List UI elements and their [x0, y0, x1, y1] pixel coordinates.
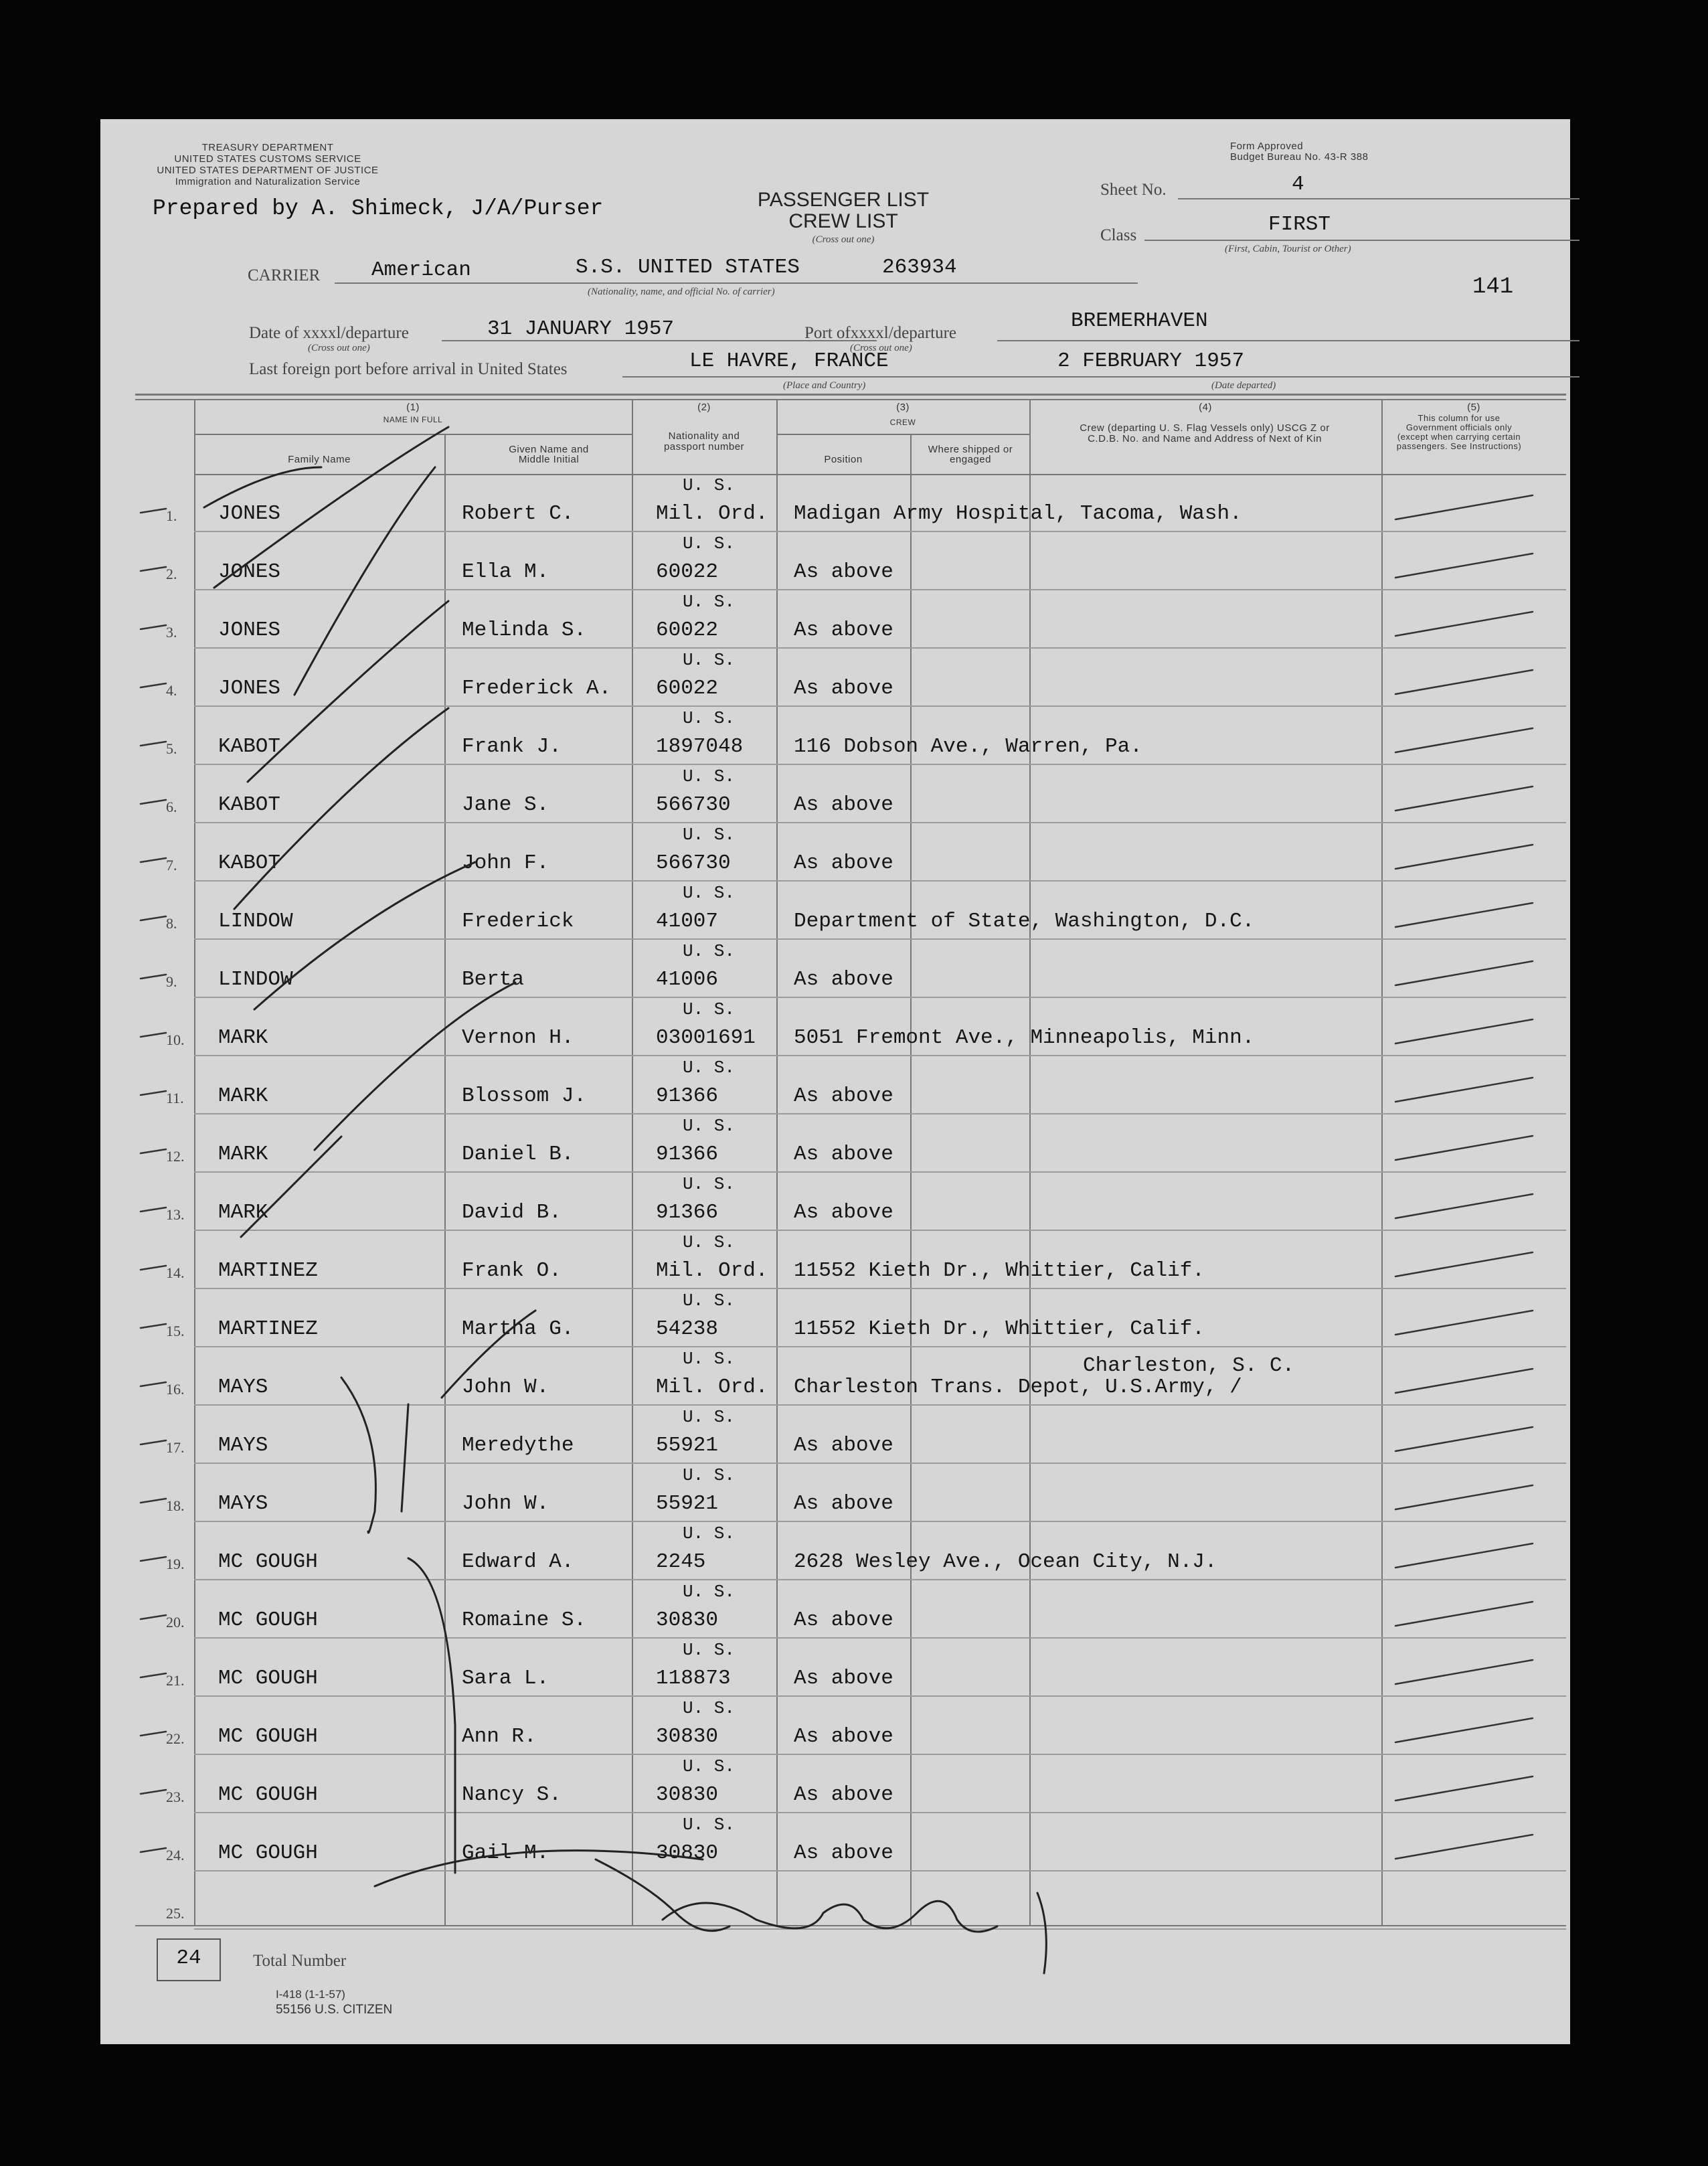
row-number: 22.	[166, 1730, 185, 1747]
col2-title: Nationality and passport number	[663, 430, 745, 452]
given-name: Jane S.	[462, 793, 549, 817]
next-of-kin-address: 5051 Fremont Ave., Minneapolis, Minn.	[794, 1026, 1255, 1050]
next-of-kin-address: 116 Dobson Ave., Warren, Pa.	[794, 735, 1142, 758]
family-name: LINDOW	[218, 910, 293, 933]
given-name: Frederick	[462, 910, 574, 933]
given-name: Daniel B.	[462, 1143, 574, 1166]
nationality: U. S.	[683, 708, 736, 728]
date-label: Date of xxxxl/departure	[249, 324, 409, 342]
row-number: 15.	[166, 1323, 185, 1339]
next-of-kin-address: As above	[794, 1608, 893, 1632]
carrier-caption: (Nationality, name, and official No. of carrier)	[588, 286, 775, 297]
family-name: MC GOUGH	[218, 1841, 318, 1865]
col-position: Position	[824, 454, 863, 465]
family-name: MC GOUGH	[218, 1783, 318, 1807]
next-of-kin-address: As above	[794, 1725, 893, 1748]
row-number: 1.	[166, 507, 177, 524]
passport-number: 30830	[656, 1783, 719, 1807]
row-number: 12.	[166, 1148, 185, 1165]
given-name: Frank O.	[462, 1259, 562, 1282]
row-number: 18.	[166, 1497, 185, 1514]
col-family-name: Family Name	[288, 454, 351, 465]
passport-number: 91366	[656, 1084, 719, 1108]
nationality: U. S.	[683, 1465, 736, 1485]
title-crew-list: CREW LIST	[788, 210, 898, 232]
next-of-kin-address: As above	[794, 1434, 893, 1457]
passport-number: Mil. Ord.	[656, 1376, 768, 1399]
port-label: Port ofxxxxl/departure	[804, 324, 957, 342]
given-name: Martha G.	[462, 1317, 574, 1341]
nationality: U. S.	[683, 999, 736, 1019]
row-number: 20.	[166, 1614, 185, 1631]
passport-number: Mil. Ord.	[656, 502, 768, 525]
total-label: Total Number	[253, 1952, 347, 1970]
passport-number: 91366	[656, 1201, 719, 1224]
row-number: 16.	[166, 1381, 185, 1398]
next-of-kin-address: As above	[794, 1084, 893, 1108]
next-of-kin-address-line2: Charleston, S. C.	[1083, 1354, 1295, 1378]
total-value: 24	[176, 1946, 201, 1970]
last-port-caption: (Place and Country)	[783, 380, 866, 391]
next-of-kin-address: Department of State, Washington, D.C.	[794, 910, 1255, 933]
next-of-kin-address: As above	[794, 1841, 893, 1865]
next-of-kin-address: 11552 Kieth Dr., Whittier, Calif.	[794, 1259, 1205, 1282]
next-of-kin-address: As above	[794, 1783, 893, 1807]
row-number: 25.	[166, 1905, 185, 1922]
next-of-kin-address: As above	[794, 968, 893, 991]
passport-number: 55921	[656, 1492, 719, 1515]
sheet-number: 4	[1292, 173, 1304, 196]
last-port-label: Last foreign port before arrival in United States	[249, 360, 568, 378]
row-number: 17.	[166, 1439, 185, 1456]
nationality: U. S.	[683, 1640, 736, 1660]
given-name: Frank J.	[462, 735, 562, 758]
col1-number: (1)	[406, 402, 420, 413]
passport-number: 30830	[656, 1608, 719, 1632]
agency-line: TREASURY DEPARTMENT	[201, 142, 334, 153]
family-name: MARK	[218, 1084, 268, 1108]
next-of-kin-address: 2628 Wesley Ave., Ocean City, N.J.	[794, 1550, 1217, 1574]
carrier-label: CARRIER	[248, 266, 321, 284]
row-number: 21.	[166, 1672, 185, 1689]
given-name: John W.	[462, 1376, 549, 1399]
passport-number: 60022	[656, 560, 719, 584]
passport-number: 55921	[656, 1434, 719, 1457]
family-name: MARTINEZ	[218, 1317, 318, 1341]
given-name: Melinda S.	[462, 618, 587, 642]
cross-out-caption-date: (Cross out one)	[308, 343, 370, 353]
nationality: U. S.	[683, 1349, 736, 1369]
col3-title: CREW	[889, 418, 916, 427]
nationality: U. S.	[683, 1407, 736, 1427]
agency-line: Immigration and Naturalization Service	[175, 176, 361, 187]
row-number: 2.	[166, 566, 177, 582]
given-name: Romaine S.	[462, 1608, 587, 1632]
given-name: Meredythe	[462, 1434, 574, 1457]
given-name: John W.	[462, 1492, 549, 1515]
nationality: U. S.	[683, 825, 736, 845]
col-where-shipped: Where shipped or engaged	[928, 444, 1013, 465]
col4-title: Crew (departing U. S. Flag Vessels only) USCG Z or C.D.B. No. and Name and Address of Next of Kin	[1080, 422, 1330, 444]
class-label: Class	[1100, 226, 1137, 244]
family-name: MC GOUGH	[218, 1608, 318, 1632]
family-name: KABOT	[218, 851, 281, 875]
next-of-kin-address: As above	[794, 1143, 893, 1166]
passport-number: 566730	[656, 793, 731, 817]
nationality: U. S.	[683, 650, 736, 670]
nationality: U. S.	[683, 1756, 736, 1776]
next-of-kin-address: As above	[794, 560, 893, 584]
family-name: JONES	[218, 677, 281, 700]
nationality: U. S.	[683, 1815, 736, 1835]
family-name: JONES	[218, 560, 281, 584]
given-name: Ella M.	[462, 560, 549, 584]
passport-number: 1897048	[656, 735, 744, 758]
row-number: 4.	[166, 682, 177, 699]
next-of-kin-address: As above	[794, 793, 893, 817]
form-approved: Form Approved	[1230, 141, 1304, 152]
col2-number: (2)	[697, 402, 711, 413]
row-number: 8.	[166, 915, 177, 932]
last-port-value: LE HAVRE, FRANCE	[689, 349, 889, 373]
passport-number: 2245	[656, 1550, 706, 1574]
row-number: 14.	[166, 1264, 185, 1281]
col5-number: (5)	[1467, 402, 1480, 413]
row-number: 6.	[166, 799, 177, 815]
family-name: KABOT	[218, 735, 281, 758]
title-passenger-list: PASSENGER LIST	[757, 189, 930, 211]
given-name: Nancy S.	[462, 1783, 562, 1807]
citizen-note: 55156 U.S. CITIZEN	[276, 2003, 393, 2017]
nationality: U. S.	[683, 1232, 736, 1252]
passport-number: 118873	[656, 1667, 731, 1690]
family-name: JONES	[218, 618, 281, 642]
nationality: U. S.	[683, 533, 736, 554]
row-number: 19.	[166, 1556, 185, 1572]
next-of-kin-address: As above	[794, 851, 893, 875]
row-number: 24.	[166, 1847, 185, 1863]
given-name: Sara L.	[462, 1667, 549, 1690]
given-name: Ann R.	[462, 1725, 537, 1748]
family-name: MARK	[218, 1026, 268, 1050]
family-name: MC GOUGH	[218, 1725, 318, 1748]
row-number: 3.	[166, 624, 177, 641]
nationality: U. S.	[683, 1698, 736, 1718]
passport-number: 41006	[656, 968, 719, 991]
family-name: MARK	[218, 1143, 268, 1166]
next-of-kin-address: As above	[794, 1492, 893, 1515]
next-of-kin-address: As above	[794, 677, 893, 700]
passport-number: 03001691	[656, 1026, 756, 1050]
passport-number: 60022	[656, 677, 719, 700]
row-number: 23.	[166, 1788, 185, 1805]
passport-number: 60022	[656, 618, 719, 642]
next-of-kin-address: 11552 Kieth Dr., Whittier, Calif.	[794, 1317, 1205, 1341]
carrier-name: S.S. UNITED STATES	[576, 256, 800, 279]
row-number: 5.	[166, 740, 177, 757]
next-of-kin-address: Madigan Army Hospital, Tacoma, Wash.	[794, 502, 1242, 525]
col5-title: This column for use Government officials only (except when carrying certain passengers. See Instructions)	[1396, 413, 1522, 451]
carrier-nationality: American	[371, 258, 471, 282]
family-name: MARTINEZ	[218, 1259, 318, 1282]
document-sheet	[100, 119, 1570, 2044]
passport-number: 566730	[656, 851, 731, 875]
next-of-kin-address: As above	[794, 618, 893, 642]
next-of-kin-address: As above	[794, 1667, 893, 1690]
nationality: U. S.	[683, 1582, 736, 1602]
row-number: 11.	[166, 1090, 184, 1106]
given-name: Frederick A.	[462, 677, 612, 700]
family-name: MARK	[218, 1201, 268, 1224]
cross-out-caption: (Cross out one)	[812, 234, 875, 245]
agency-line: UNITED STATES DEPARTMENT OF JUSTICE	[157, 165, 379, 176]
port-departure: BREMERHAVEN	[1071, 309, 1208, 333]
passport-number: Mil. Ord.	[656, 1259, 768, 1282]
given-name: Gail M.	[462, 1841, 549, 1865]
nationality: U. S.	[683, 766, 736, 786]
budget-bureau: Budget Bureau No. 43-R 388	[1230, 151, 1369, 163]
date-departed: 2 FEBRUARY 1957	[1057, 349, 1245, 373]
date-departed-caption: (Date departed)	[1211, 380, 1276, 391]
handwritten-marks	[100, 119, 1570, 2044]
nationality: U. S.	[683, 1290, 736, 1311]
next-of-kin-address: Charleston Trans. Depot, U.S.Army, /	[794, 1376, 1242, 1399]
col-given-name: Given Name and Middle Initial	[509, 444, 589, 465]
page-number: 141	[1472, 274, 1514, 300]
nationality: U. S.	[683, 941, 736, 961]
next-of-kin-address: As above	[794, 1201, 893, 1224]
class-value: FIRST	[1268, 213, 1331, 236]
passport-number: 91366	[656, 1143, 719, 1166]
nationality: U. S.	[683, 475, 736, 495]
given-name: Robert C.	[462, 502, 574, 525]
date-departure: 31 JANUARY 1957	[487, 317, 675, 341]
family-name: MAYS	[218, 1376, 268, 1399]
given-name: Vernon H.	[462, 1026, 574, 1050]
row-number: 10.	[166, 1031, 185, 1048]
row-number: 9.	[166, 973, 177, 990]
class-caption: (First, Cabin, Tourist or Other)	[1225, 244, 1351, 254]
row-number: 7.	[166, 857, 177, 873]
sheet-label: Sheet No.	[1100, 181, 1167, 199]
given-name: Edward A.	[462, 1550, 574, 1574]
col3-number: (3)	[896, 402, 910, 413]
col4-number: (4)	[1199, 402, 1212, 413]
nationality: U. S.	[683, 1174, 736, 1194]
nationality: U. S.	[683, 1116, 736, 1136]
nationality: U. S.	[683, 883, 736, 903]
given-name: Blossom J.	[462, 1084, 587, 1108]
nationality: U. S.	[683, 1523, 736, 1544]
passport-number: 41007	[656, 910, 719, 933]
passport-number: 30830	[656, 1725, 719, 1748]
passport-number: 54238	[656, 1317, 719, 1341]
given-name: John F.	[462, 851, 549, 875]
row-number: 13.	[166, 1206, 185, 1223]
family-name: MAYS	[218, 1434, 268, 1457]
family-name: KABOT	[218, 793, 281, 817]
carrier-number: 263934	[882, 256, 957, 279]
cross-out-caption-port: (Cross out one)	[850, 343, 912, 353]
nationality: U. S.	[683, 1058, 736, 1078]
family-name: MC GOUGH	[218, 1550, 318, 1574]
given-name: David B.	[462, 1201, 562, 1224]
prepared-by: Prepared by A. Shimeck, J/A/Purser	[153, 196, 604, 221]
nationality: U. S.	[683, 592, 736, 612]
given-name: Berta	[462, 968, 525, 991]
agency-line: UNITED STATES CUSTOMS SERVICE	[174, 153, 361, 165]
family-name: MC GOUGH	[218, 1667, 318, 1690]
passport-number: 30830	[656, 1841, 719, 1865]
family-name: MAYS	[218, 1492, 268, 1515]
family-name: JONES	[218, 502, 281, 525]
col1-title: NAME IN FULL	[383, 415, 443, 424]
family-name: LINDOW	[218, 968, 293, 991]
form-number: I-418 (1-1-57)	[276, 1988, 345, 2001]
